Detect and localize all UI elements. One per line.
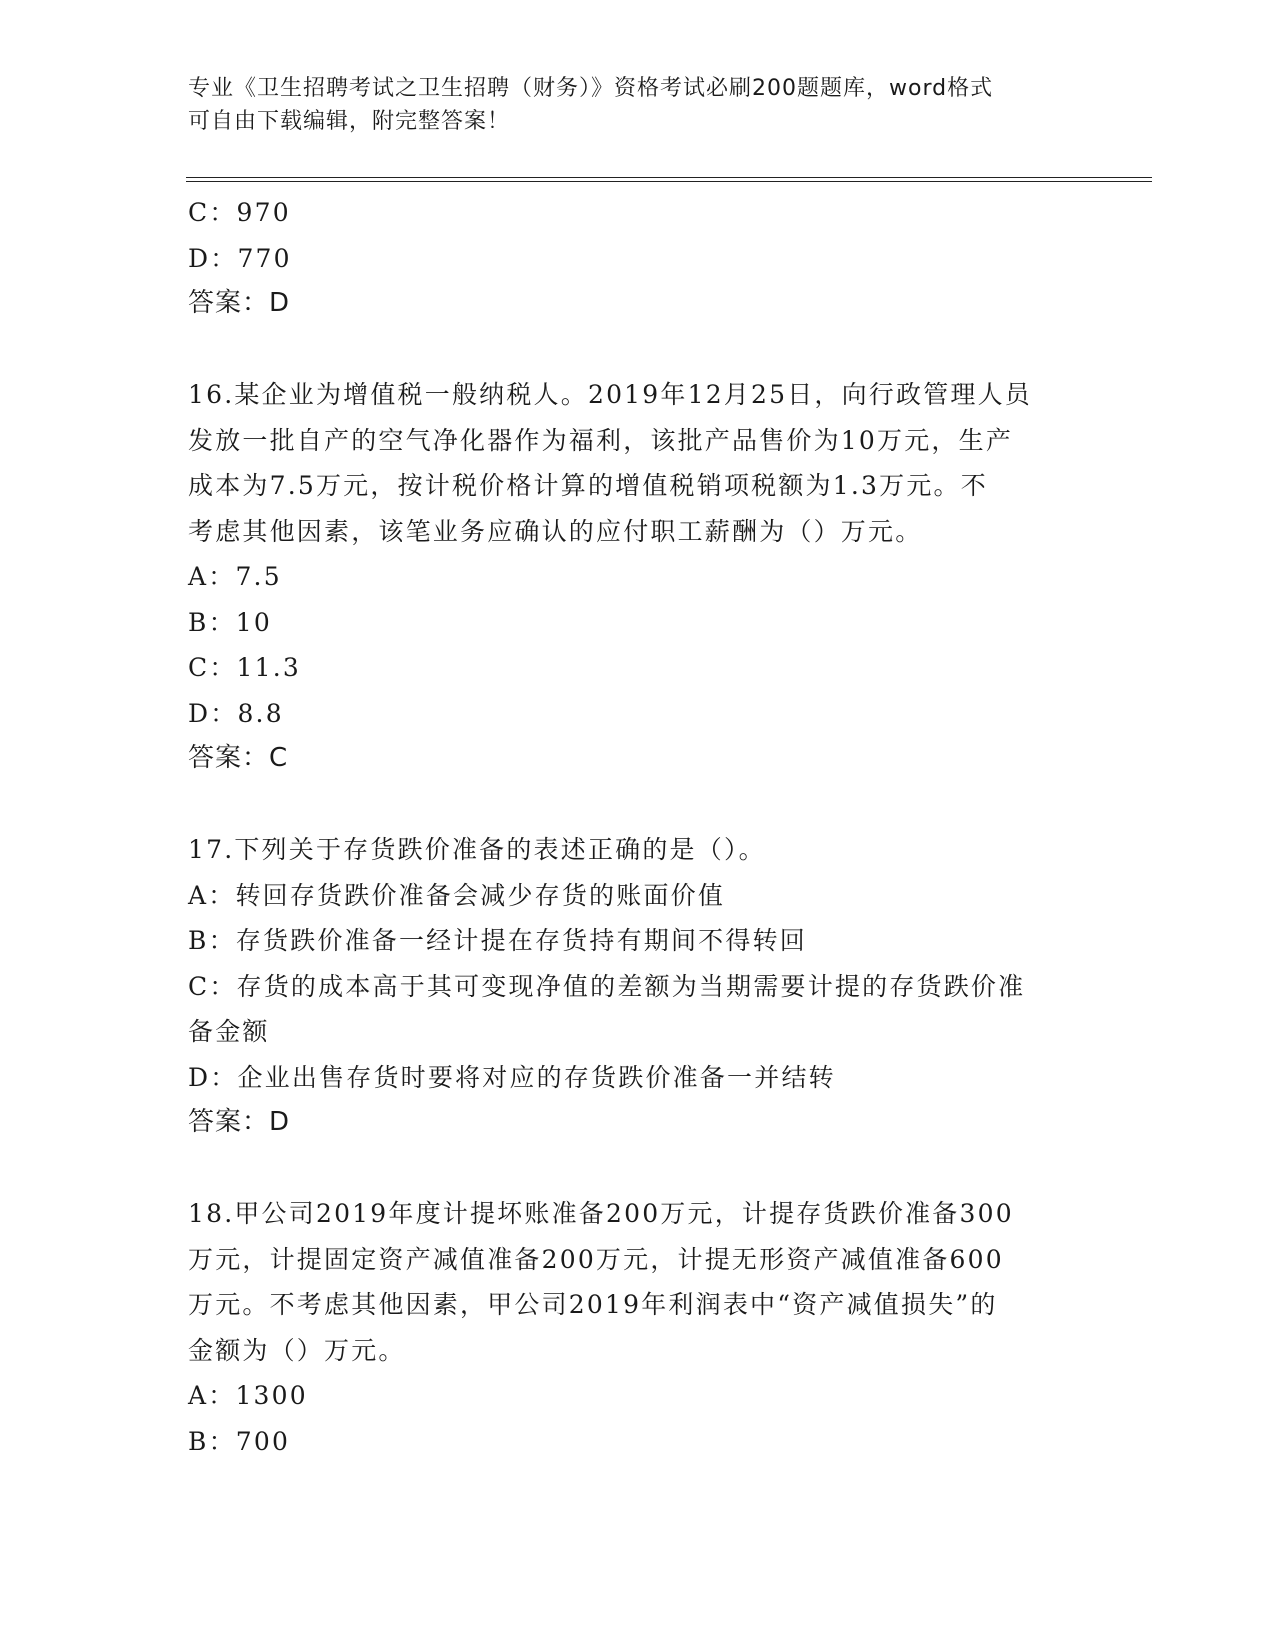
spacer: [188, 327, 1088, 373]
q18-stem-line-4: 金额为（）万元。: [188, 1335, 406, 1365]
q16-answer: 答案：C: [188, 743, 289, 773]
q15-answer: 答案：D: [188, 288, 291, 318]
q16-stem-line-4: 考虑其他因素，该笔业务应确认的应付职工薪酬为（）万元。: [188, 516, 923, 546]
q16-option-a: A：7.5: [188, 562, 282, 591]
q17-option-c-line-2: 备金额: [188, 1017, 270, 1046]
q15-option-d: D：770: [188, 243, 292, 273]
q15-option-c: C：970: [188, 198, 291, 227]
header-divider-bottom: [186, 181, 1152, 182]
question-15: [188, 190, 1088, 327]
q16-option-c: C：11.3: [188, 653, 301, 682]
header-title-line-1: 专业《卫生招聘考试之卫生招聘（财务）》资格考试必刷200题题库，word格式: [188, 76, 994, 101]
q16-stem-line-3: 成本为7.5万元，按计税价格计算的增值税销项税额为1.3万元。不: [188, 471, 988, 500]
q16-option-b: B：10: [188, 607, 272, 637]
spacer: [188, 1146, 1088, 1192]
question-list: [188, 190, 1088, 1464]
q17-option-d: D：企业出售存货时要将对应的存货跌价准备一并结转: [188, 1062, 836, 1092]
q18-option-b: B：700: [188, 1426, 291, 1456]
q18-stem-line-2: 万元，计提固定资产减值准备200万元，计提无形资产减值准备600: [188, 1244, 1004, 1274]
q16-stem-line-2: 发放一批自产的空气净化器作为福利，该批产品售价为10万元，生产: [188, 425, 1014, 455]
header-title-line-2: 可自由下载编辑，附完整答案！: [188, 109, 511, 134]
q18-option-a: A：1300: [188, 1381, 308, 1410]
header-divider-top: [186, 177, 1152, 178]
spacer: [188, 782, 1088, 828]
q18-stem-line-1: 18.甲公司2019年度计提坏账准备200万元，计提存货跌价准备300: [188, 1199, 1014, 1228]
q16-option-d: D：8.8: [188, 698, 284, 728]
q17-answer: 答案：D: [188, 1107, 291, 1137]
question-17: [188, 827, 1088, 1146]
q17-stem-line-1: 17.下列关于存货跌价准备的表述正确的是（）。: [188, 835, 766, 864]
q18-stem-line-3: 万元。不考虑其他因素，甲公司2019年利润表中“资产减值损失”的: [188, 1290, 998, 1319]
q16-stem-line-1: 16.某企业为增值税一般纳税人。2019年12月25日，向行政管理人员: [188, 380, 1033, 409]
document-header: [188, 72, 1068, 138]
q17-option-b: B：存货跌价准备一经计提在存货持有期间不得转回: [188, 926, 807, 955]
q17-option-a: A：转回存货跌价准备会减少存货的账面价值: [188, 880, 726, 910]
question-16: [188, 372, 1088, 782]
q17-option-c-line-1: C：存货的成本高于其可变现净值的差额为当期需要计提的存货跌价准: [188, 971, 1026, 1001]
question-18: [188, 1191, 1088, 1464]
